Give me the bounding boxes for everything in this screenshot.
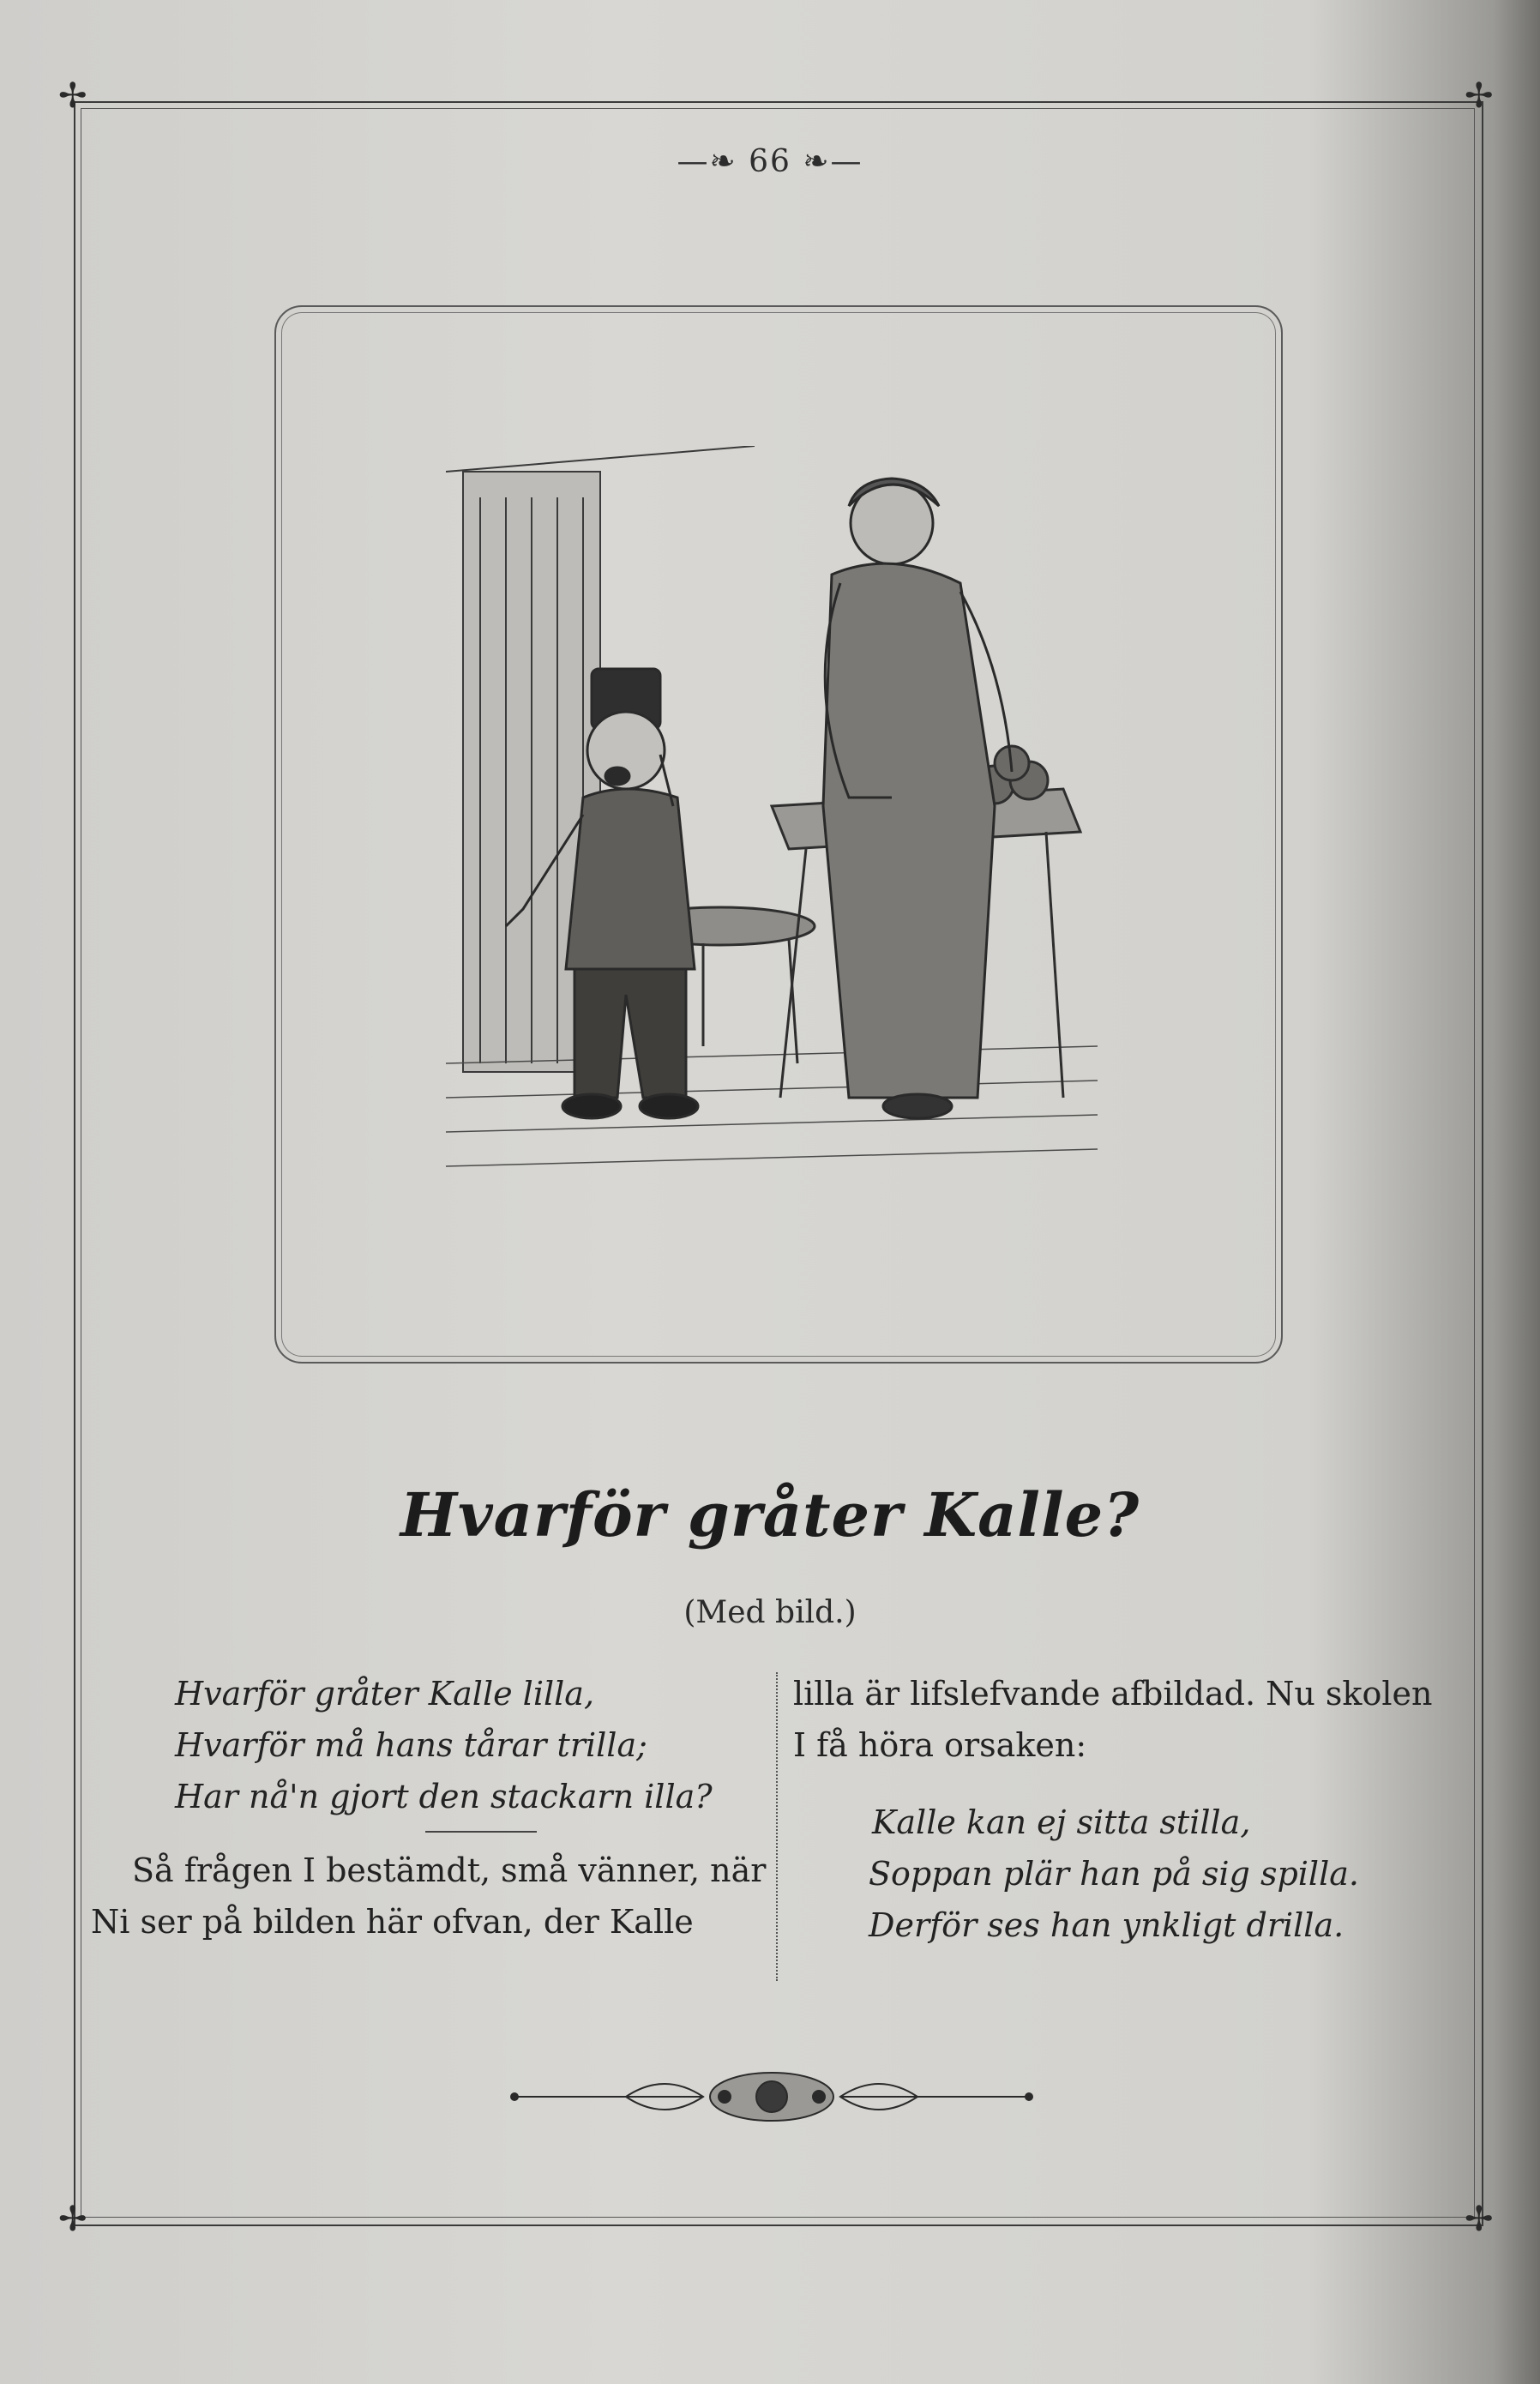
corner-ornament-top-right: ✢ <box>1465 76 1494 116</box>
verse-divider-rule <box>425 1831 537 1833</box>
column-divider <box>776 1672 778 1981</box>
verse-line-3: Har nå'n gjort den stackarn illa? <box>175 1778 713 1815</box>
engraving-illustration <box>446 446 1098 1201</box>
prose-line-2: Ni ser på bilden här ofvan, der Kalle <box>91 1903 694 1941</box>
right-column <box>793 1668 1462 1951</box>
corner-ornament-top-left: ✢ <box>58 76 87 116</box>
article-title: Hvarför gråter Kalle? <box>400 1479 1140 1550</box>
corner-ornament-bottom-right: ✢ <box>1465 2200 1494 2239</box>
spacer <box>793 1771 1462 1797</box>
prose-line-1: Så frågen I bestämdt, små vänner, när <box>132 1851 767 1889</box>
verse-line-2: Hvarför må hans tårar trilla; <box>175 1726 647 1764</box>
prose-line-4: I få höra orsaken: <box>793 1726 1087 1764</box>
verse-line-5: Soppan plär han på sig spilla. <box>869 1855 1359 1893</box>
verse-line-4: Kalle kan ej sitta stilla, <box>872 1803 1251 1841</box>
page-number: —❧ 66 ❧— <box>677 144 863 179</box>
verse-line-1: Hvarför gråter Kalle lilla, <box>175 1675 595 1713</box>
verse-line-6: Derför ses han ynkligt drilla. <box>869 1906 1344 1944</box>
left-column <box>91 1668 767 1948</box>
article-subtitle: (Med bild.) <box>683 1595 857 1630</box>
decorative-ornament <box>506 2067 1038 2127</box>
corner-ornament-bottom-left: ✢ <box>58 2200 87 2239</box>
prose-line-3: lilla är lifslefvande afbildad. Nu skolen <box>793 1675 1433 1713</box>
